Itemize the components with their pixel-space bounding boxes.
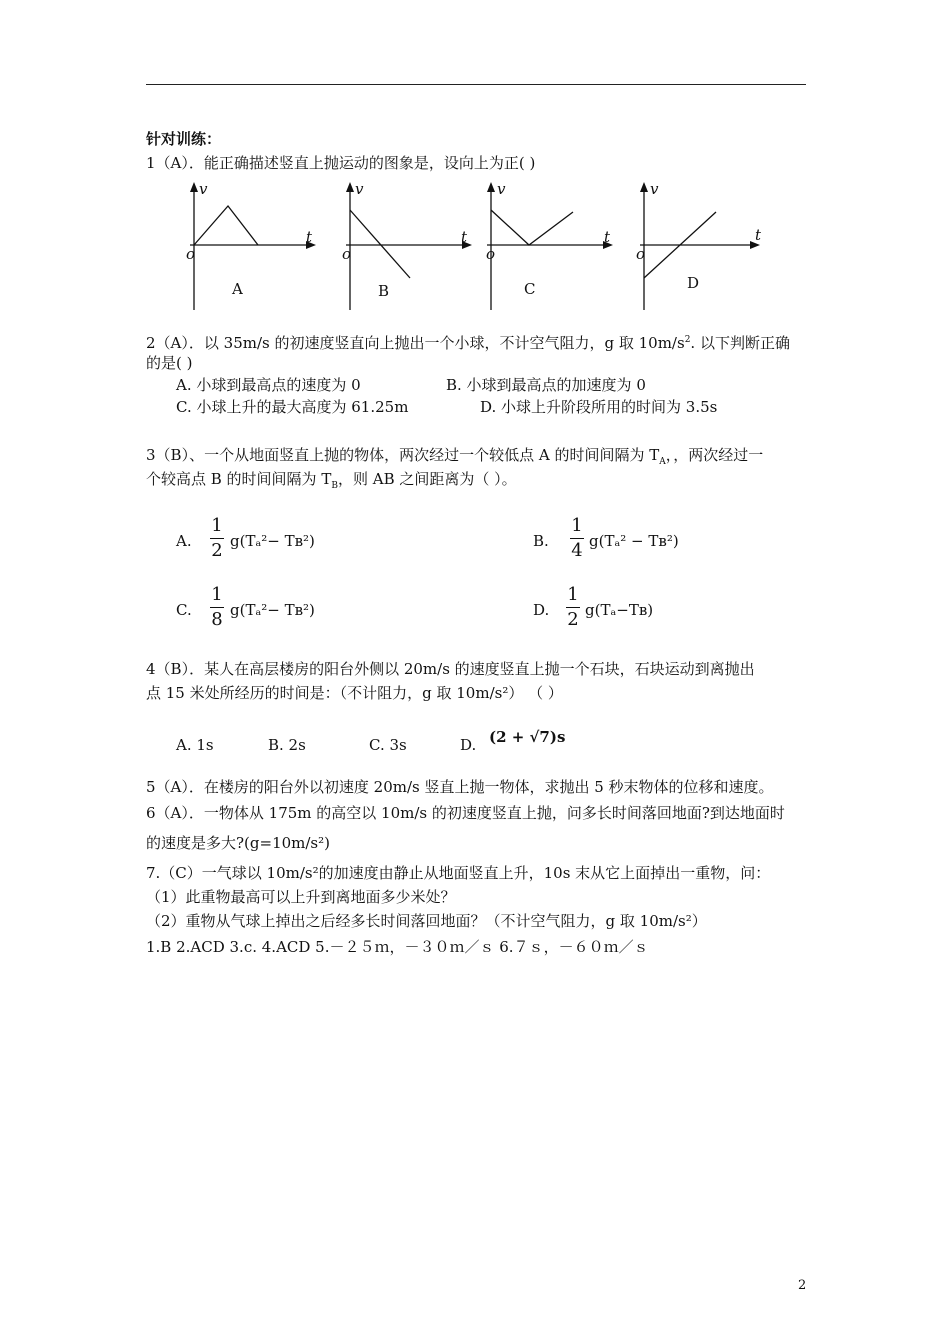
section-heading: 针对训练： [146, 130, 222, 148]
q4-line1: 4（B）．某人在高层楼房的阳台外侧以 20m/s 的速度竖直上抛一个石块，石块运动到离抛出 [146, 660, 755, 678]
q1-text: 1（A）．能正确描述竖直上抛运动的图象是，设向上为正( ) [146, 154, 536, 172]
graph-d-v: v [650, 180, 659, 198]
q3-b-den: 4 [571, 540, 583, 561]
graph-b-v: v [355, 180, 364, 198]
q4-line2: 点 15 米处所经历的时间是：（不计阻力，g 取 10m/s²） （ ） [146, 684, 563, 702]
q3-line1-text: 3（B）、一个从地面竖直上抛的物体，两次经过一个较低点 A 的时间间隔为 T [146, 446, 660, 464]
q3-b-num: 1 [571, 515, 583, 536]
q6-line2: 的速度是多大?(g=10m/s²) [146, 834, 330, 852]
q3-option-b-fraction [570, 515, 584, 562]
q3-option-a-expr: g(Tₐ²− Tʙ²) [230, 532, 315, 550]
graph-c-t: t [604, 228, 611, 246]
header-rule [146, 84, 806, 85]
graph-d-label: D [687, 274, 700, 292]
q3-line2-tail: ，则 AB 之间距离为（ ）。 [337, 470, 517, 488]
q3-option-d-expr: g(Tₐ−Tʙ) [585, 601, 654, 619]
q2-option-a: A. 小球到最高点的速度为 0 [176, 376, 361, 394]
page-number: 2 [798, 1278, 807, 1293]
q2-line1-tail: . 以下判断正确 [690, 334, 790, 352]
graph-b-label: B [378, 282, 390, 300]
q6-line1: 6（A）．一物体从 175m 的高空以 10m/s 的初速度竖直上抛，问多长时间落回地面?到达地面时 [146, 804, 785, 822]
q5-text: 5（A）．在楼房的阳台外以初速度 20m/s 竖直上抛一物体，求抛出 5 秒末物体的位移和速度。 [146, 778, 774, 796]
q3-c-den: 8 [211, 609, 223, 630]
graph-d-o: o [636, 245, 646, 263]
q3-line2-text: 个较高点 B 的时间间隔为 T [146, 470, 332, 488]
q3-option-d-fraction [566, 584, 580, 631]
q3-option-c-letter: C. [176, 601, 192, 619]
q3-option-b-expr: g(Tₐ² − Tʙ²) [589, 532, 679, 550]
q3-sub-b: B [331, 481, 338, 491]
q2-line1-text: 2（A）．以 35m/s 的初速度竖直向上抛出一个小球，不计空气阻力，g 取 10m/s [146, 334, 685, 352]
q3-d-den: 2 [567, 609, 579, 630]
answer-key: 1.B 2.ACD 3.c. 4.ACD 5.－２５ｍ，－３０ｍ／ｓ 6.７ｓ，－６０ｍ／ｓ [146, 938, 649, 956]
q3-line1 [146, 444, 763, 467]
q4-option-d-expr: (2 + √7)s [489, 728, 566, 746]
q7-line1: 7.（C）一气球以 10m/s²的加速度由静止从地面竖直上升，10s 末从它上面掉出一重物，问： [146, 864, 771, 882]
q2-option-c: C. 小球上升的最大高度为 61.25m [176, 398, 409, 416]
q3-a-den: 2 [211, 540, 223, 561]
graph-a-t: t [306, 228, 313, 246]
q7-line3: （2）重物从气球上掉出之后经多长时间落回地面？（不计空气阻力，g 取 10m/s²） [146, 912, 707, 930]
graph-b-t: t [461, 228, 468, 246]
graph-a-o: o [186, 245, 196, 263]
q2-line2: 的是( ) [146, 354, 193, 372]
graph-a-label: A [232, 280, 243, 298]
q3-option-a-fraction [210, 515, 224, 562]
q3-option-c-expr: g(Tₐ²− Tʙ²) [230, 601, 315, 619]
q3-a-num: 1 [211, 515, 223, 536]
q3-option-b-letter: B. [533, 532, 549, 550]
q3-sub-a: A [659, 457, 666, 467]
q4-option-d: D. [460, 736, 477, 754]
q2-option-d: D. 小球上升阶段所用的时间为 3.5s [480, 398, 718, 416]
graph-a-v: v [199, 180, 208, 198]
graph-b-o: o [342, 245, 352, 263]
q7-line2: （1）此重物最高可以上升到离地面多少米处？ [146, 888, 456, 906]
graph-d-t: t [755, 226, 762, 244]
q4-option-b: B. 2s [268, 736, 306, 754]
graph-c-o: o [486, 245, 496, 263]
graph-c-label: C [524, 280, 536, 298]
q3-line1-tail: ，，两次经过一 [665, 446, 764, 464]
q3-option-d-letter: D. [533, 601, 550, 619]
q3-d-num: 1 [567, 584, 579, 605]
q3-c-num: 1 [211, 584, 223, 605]
q2-option-b: B. 小球到最高点的加速度为 0 [446, 376, 646, 394]
q3-option-c-fraction [210, 584, 224, 631]
graph-c-v: v [497, 180, 506, 198]
q3-line2 [146, 468, 517, 491]
q4-option-c: C. 3s [369, 736, 407, 754]
q3-option-a-letter: A. [176, 532, 192, 550]
q4-option-a: A. 1s [176, 736, 214, 754]
q2-sup: 2 [684, 335, 691, 345]
q2-line1 [146, 332, 790, 353]
